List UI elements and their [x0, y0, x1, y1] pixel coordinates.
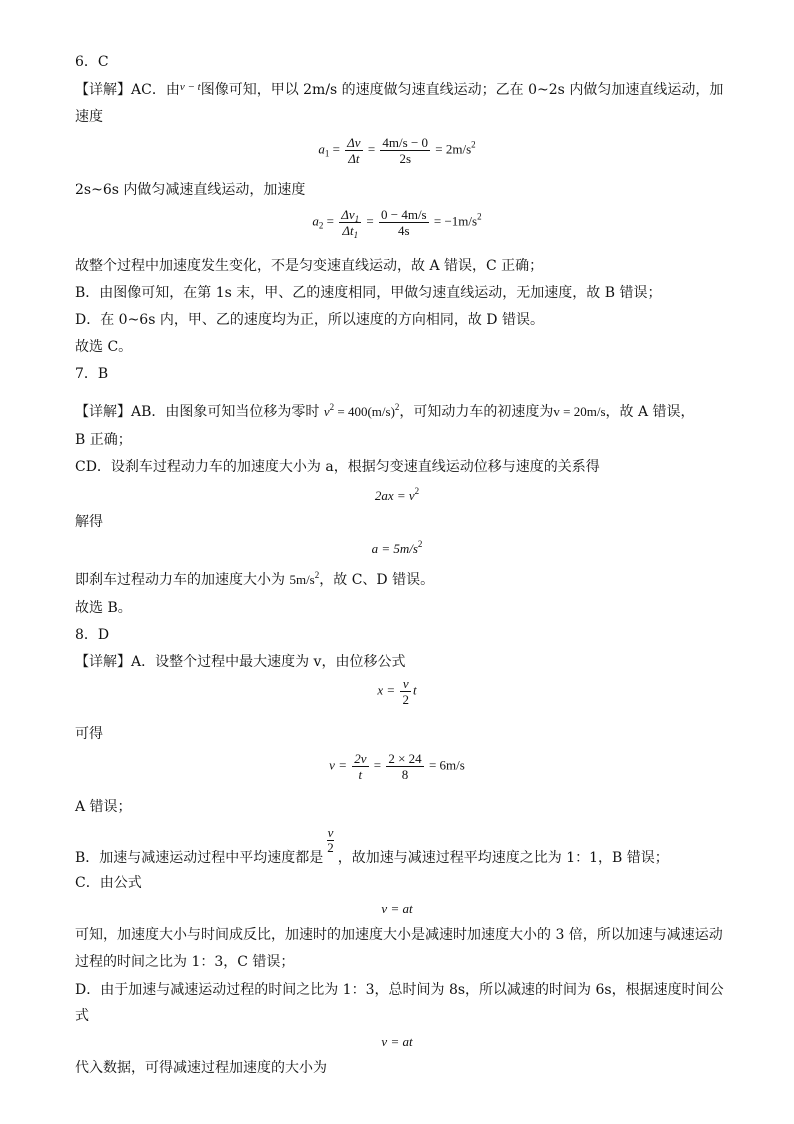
q8-line-5: C．由公式	[75, 875, 142, 891]
q6-line-6: D．在 0~6s 内，甲、乙的速度均为正，所以速度的方向相同，故 D 错误。	[75, 312, 544, 328]
q8-line-9: 式	[75, 1008, 89, 1024]
q7-line-4: 解得	[75, 514, 103, 530]
q7-line-6: 故选 B。	[75, 600, 132, 616]
q8-equation-1: x = $\frac{v}{2}$ t	[377, 676, 417, 707]
q6-heading: 6．C	[75, 54, 109, 70]
q8-line-10: 代入数据，可得减速过程加速度的大小为	[75, 1060, 327, 1076]
q6-line-3: 2s~6s 内做匀减速直线运动，加速度	[75, 182, 306, 198]
q8-line-6: 可知，加速度大小与时间成反比，加速时的加速度大小是减速时加速度大小的 3 倍，所以加速与减速运动	[75, 927, 723, 943]
q6-line-1: 【详解】AC．由$^{v - t}$图像可知，甲以 2m/s 的速度做匀速直线运动；乙在 0~2s 内做匀加速直线运动，加	[75, 81, 724, 98]
q6-equation-a1: $a_1$ = $\frac{\Delta v}{\Delta t}$ = $\frac{4m/s - 0}{2s}$ = $2m/s^2$	[318, 135, 476, 166]
q7-line-1: 【详解】AB．由图象可知当位移为零时 $v^2 = 400(m/s)^2$，可知动力车的初速度为v = 20m/s，故 A 错误，	[75, 402, 695, 420]
q6-line-7: 故选 C。	[75, 339, 133, 355]
q8-line-2: 可得	[75, 726, 103, 742]
q6-line-4: 故整个过程中加速度发生变化，不是匀变速直线运动，故 A 错误，C 正确；	[75, 258, 544, 274]
q8-line-8: D．由于加速与减速运动过程的时间之比为 1：3，总时间为 8s，所以减速的时间为 6s，根据速度时间公	[75, 982, 724, 998]
q7-line-2: B 正确；	[75, 432, 132, 448]
q7-equation-2: $a = 5m/s^2$	[371, 539, 423, 556]
vt-formula: v − t	[179, 81, 201, 93]
q8-line-3: A 错误；	[75, 799, 132, 815]
q6-equation-a2: $a_2$ = $\frac{\Delta v_1}{\Delta t_1}$ = $\frac{0 - 4m/s}{4s}$ = $-1m/s^2$	[312, 207, 482, 240]
q7-heading: 7．B	[75, 366, 109, 382]
q8-line-4: B．加速与减速运动过程中平均速度都是 $\frac{v}{2}$ ，故加速与减速过程平均速度之比为 1：1，B 错误；	[75, 825, 669, 866]
q8-equation-4: v = at	[381, 1034, 413, 1049]
q8-equation-2: v = $\frac{2v}{t}$ = $\frac{2 \times 24}{8}$ = 6m/s	[329, 751, 465, 782]
q6-line-5: B．由图像可知，在第 1s 末，甲、乙的速度相同，甲做匀速直线运动，无加速度，故 B 错误；	[75, 285, 662, 301]
q8-heading: 8．D	[75, 627, 110, 643]
q7-line-5: 即刹车过程动力车的加速度大小为 $5m/s^2$，故 C、D 错误。	[75, 570, 435, 588]
q7-line-3: CD．设刹车过程动力车的加速度大小为 a，根据匀变速直线运动位移与速度的关系得	[75, 459, 600, 475]
q7-equation-1: $2ax = v^2$	[374, 486, 420, 503]
q8-line-7: 过程的时间之比为 1：3，C 错误；	[75, 954, 295, 970]
q8-line-1: 【详解】A．设整个过程中最大速度为 v，由位移公式	[75, 654, 406, 670]
q6-line-2: 速度	[75, 109, 103, 125]
detail-label: 【详解】	[75, 82, 131, 98]
q8-equation-3: v = at	[381, 901, 413, 916]
